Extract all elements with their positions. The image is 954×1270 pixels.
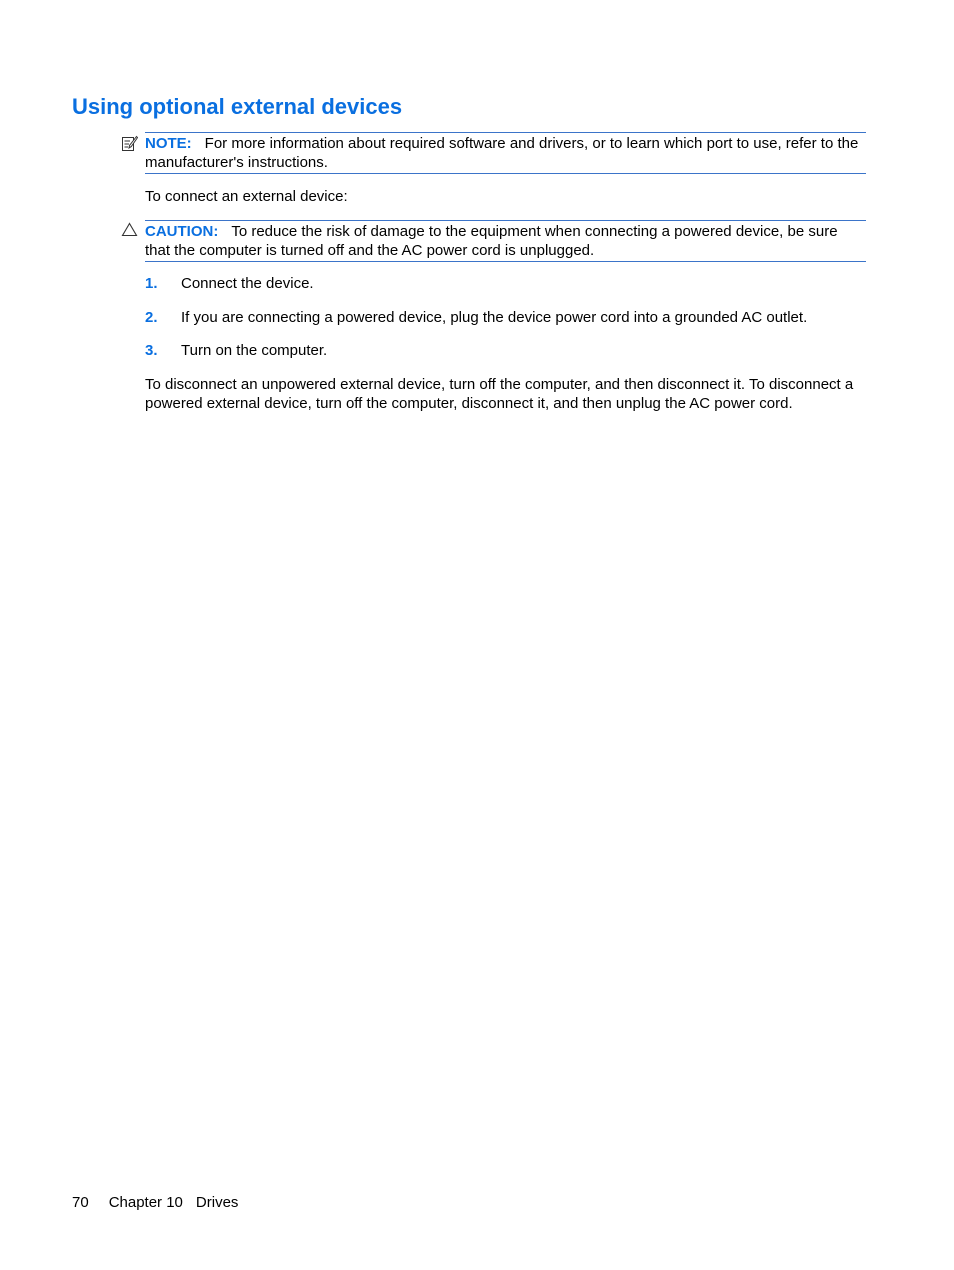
page-footer — [72, 1193, 238, 1212]
step-text: Connect the device. — [181, 275, 314, 292]
note-text: For more information about required software and drivers, or to learn which port to use, refer to the manufacturer's instructions. — [145, 135, 859, 171]
note-label: NOTE: — [145, 135, 192, 152]
caution-text: To reduce the risk of damage to the equipment when connecting a powered device, be sure that the computer is turned off and the AC power cord is unplugged. — [145, 223, 838, 259]
intro-text: To connect an external device: — [145, 188, 348, 205]
note-icon — [121, 135, 138, 157]
step-text: Turn on the computer. — [181, 342, 328, 359]
step-number: 2. — [145, 309, 158, 326]
warning-triangle-icon — [121, 222, 138, 242]
page-number: 70 — [72, 1194, 89, 1211]
footer-chapter: Chapter 10 — [108, 1194, 183, 1211]
closing-text: To disconnect an unpowered external device, turn off the computer, and then disconnect it. To disconnect a powered external device, turn off the computer, disconnect it, and then unplug the AC power cord. — [145, 376, 854, 412]
note-box — [145, 132, 866, 174]
caution-box — [145, 220, 866, 262]
step-text: If you are connecting a powered device, plug the device power cord into a grounded AC outlet. — [181, 309, 808, 326]
step-number: 3. — [145, 342, 158, 359]
footer-section: Drives — [195, 1194, 239, 1211]
page-title: Using optional external devices — [72, 94, 403, 119]
step-number: 1. — [145, 275, 158, 292]
caution-label: CAUTION: — [145, 223, 219, 240]
